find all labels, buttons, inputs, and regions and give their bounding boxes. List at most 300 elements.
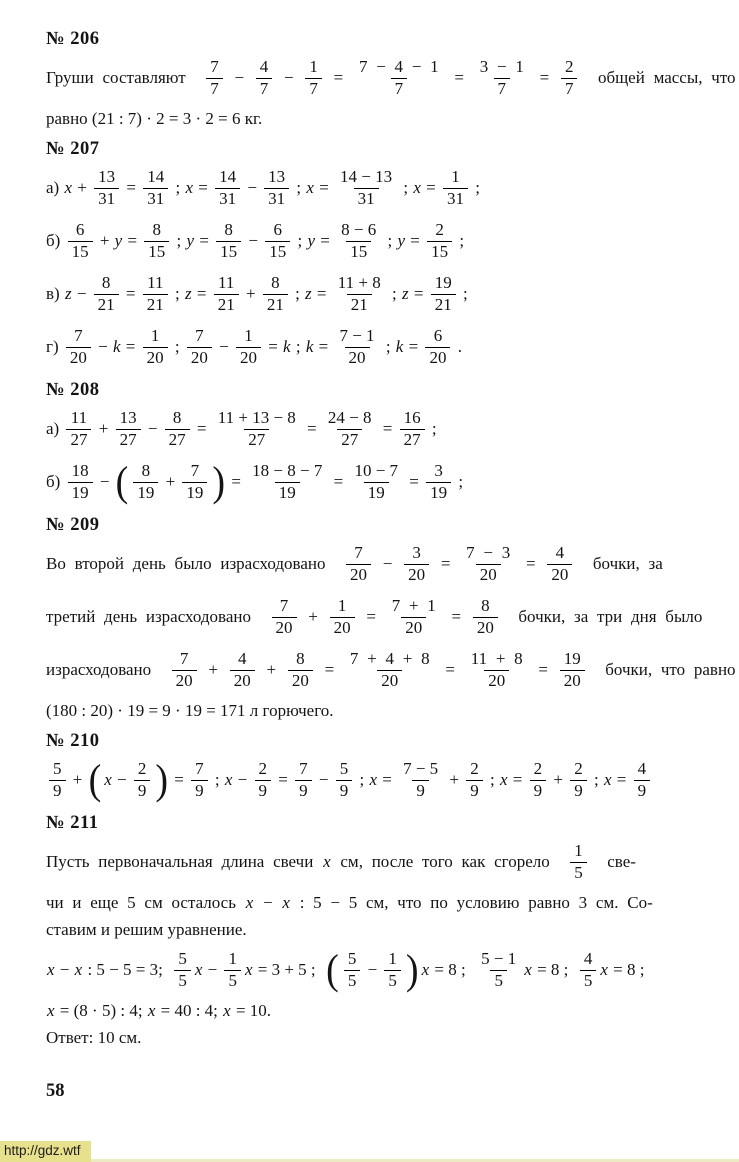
fraction-denominator: 20 xyxy=(288,670,313,691)
text-run: ; xyxy=(387,284,401,303)
variable: x xyxy=(74,960,83,979)
fraction-denominator: 31 xyxy=(143,188,168,209)
text-run: = xyxy=(377,770,397,789)
fraction xyxy=(346,650,434,690)
fraction-denominator: 20 xyxy=(330,617,355,638)
text-run: + xyxy=(68,770,87,789)
text-run: − xyxy=(112,770,131,789)
fraction xyxy=(466,760,483,800)
fraction-numerator: 19 xyxy=(434,272,452,292)
text-run: − xyxy=(143,419,162,438)
variable: x xyxy=(524,960,532,979)
fraction-numerator: 7 xyxy=(354,542,363,562)
text-run: Пусть первоначальная длина свечи xyxy=(46,852,323,871)
text-run: = xyxy=(432,554,460,573)
fraction-denominator: 20 xyxy=(346,564,371,585)
fraction-numerator: 5 xyxy=(339,758,349,778)
fraction-denominator: 9 xyxy=(466,780,483,801)
fraction-denominator: 21 xyxy=(214,294,239,315)
text-run: = xyxy=(406,231,425,250)
fraction-denominator: 5 xyxy=(580,970,597,991)
solution-line xyxy=(46,456,705,508)
text-run: чи и еще 5 см осталось xyxy=(46,892,245,912)
fraction xyxy=(346,544,371,584)
text-run: − xyxy=(72,284,91,303)
text-run: = xyxy=(409,284,428,303)
fraction-numerator: 7 − 3 xyxy=(466,542,511,562)
fraction-numerator: 1 xyxy=(574,840,583,860)
fraction-numerator: 14 − 13 xyxy=(340,166,393,186)
problem-209 xyxy=(46,515,736,724)
text-run: + xyxy=(299,607,327,626)
solution-line xyxy=(46,889,705,916)
fraction-numerator: 11 xyxy=(70,407,88,427)
fraction-denominator: 31 xyxy=(443,188,468,209)
variable: x xyxy=(244,960,253,979)
solution-line xyxy=(46,944,705,996)
text-run: = xyxy=(274,770,293,789)
big-paren: ( xyxy=(115,458,129,506)
variable: k xyxy=(305,337,314,356)
solution-line xyxy=(46,162,705,214)
fraction-numerator: 13 xyxy=(98,166,116,186)
variable: x xyxy=(147,1000,156,1020)
text-run: − xyxy=(275,68,303,87)
fraction xyxy=(431,274,456,314)
text-run: − xyxy=(373,554,402,573)
fraction-denominator: 27 xyxy=(66,429,91,450)
fraction xyxy=(476,58,528,98)
fraction-numerator: 7 xyxy=(74,325,83,345)
text-run: ; xyxy=(355,770,369,789)
variable: x xyxy=(306,178,314,197)
text-run: = xyxy=(192,284,211,303)
variable: x xyxy=(245,892,254,912)
text-run: ставим и решим уравнение. xyxy=(46,919,247,939)
variable: y xyxy=(186,231,195,250)
text-run: ; xyxy=(293,231,307,250)
text-run: в) xyxy=(46,284,64,303)
fraction-numerator: 6 xyxy=(75,219,85,239)
fraction-numerator: 8 − 6 xyxy=(341,219,377,239)
fraction-numerator: 1 xyxy=(244,325,253,345)
fraction xyxy=(272,597,297,637)
fraction-denominator: 20 xyxy=(187,347,212,368)
fraction-denominator: 9 xyxy=(191,780,208,801)
text-run: см, после того как сгорело xyxy=(331,852,568,871)
fraction-denominator: 5 xyxy=(344,970,361,991)
text-run: Груши составляют xyxy=(46,68,204,87)
text-run: − xyxy=(254,892,282,912)
fraction-numerator: 18 − 8 − 7 xyxy=(252,460,323,480)
fraction-denominator: 7 xyxy=(494,78,511,99)
fraction xyxy=(263,274,288,314)
fraction-denominator: 9 xyxy=(530,780,547,801)
text-run: ; xyxy=(383,231,397,250)
fraction-denominator: 9 xyxy=(134,780,151,801)
text-run: . xyxy=(453,337,462,356)
fraction-denominator: 5 xyxy=(174,970,191,991)
text-run: + xyxy=(199,660,227,679)
fraction-denominator: 9 xyxy=(295,780,312,801)
text-run: б) xyxy=(46,231,65,250)
text-run: + xyxy=(241,284,260,303)
fraction-denominator: 20 xyxy=(236,347,261,368)
fraction-numerator: 3 xyxy=(434,460,443,480)
variable: x xyxy=(413,178,421,197)
fraction xyxy=(214,409,300,449)
fraction-denominator: 15 xyxy=(68,241,93,262)
solution-line xyxy=(46,403,705,455)
text-run: = xyxy=(170,770,189,789)
fraction-numerator: 8 xyxy=(141,460,151,480)
fraction-numerator: 7 xyxy=(279,595,289,615)
fraction-denominator: 20 xyxy=(377,670,402,691)
fraction-numerator: 1 xyxy=(309,56,318,76)
fraction xyxy=(66,409,91,449)
problem-number: № 207 xyxy=(46,139,100,159)
fraction xyxy=(264,168,289,208)
fraction xyxy=(560,650,585,690)
fraction xyxy=(265,221,290,261)
fraction-numerator: 2 xyxy=(435,219,444,239)
fraction-numerator: 2 xyxy=(258,758,268,778)
text-run: Во второй день было израсходовано xyxy=(46,554,343,573)
fraction xyxy=(206,58,223,98)
text-run: = xyxy=(529,660,557,679)
variable: x xyxy=(47,1000,55,1020)
fraction-numerator: 24 − 8 xyxy=(327,407,372,427)
fraction-denominator: 19 xyxy=(426,482,451,503)
text-run: = xyxy=(314,337,333,356)
big-paren: ( xyxy=(88,756,102,804)
fraction-denominator: 9 xyxy=(255,780,272,801)
fraction-numerator: 7 xyxy=(190,460,200,480)
text-run: = xyxy=(530,68,558,87)
fraction-denominator: 15 xyxy=(216,241,241,262)
fraction-numerator: 4 xyxy=(259,56,269,76)
problem-207 xyxy=(46,139,705,373)
fraction xyxy=(49,760,66,800)
text-run: ; xyxy=(170,284,184,303)
text-run: ; xyxy=(291,337,305,356)
fraction xyxy=(143,327,168,367)
text-run: + xyxy=(549,770,568,789)
variable: x xyxy=(223,1000,231,1020)
text-run: = 8 ; xyxy=(532,960,577,979)
fraction-numerator: 6 xyxy=(433,325,443,345)
fraction-numerator: 3 xyxy=(412,542,421,562)
fraction-denominator: 7 xyxy=(206,78,223,99)
fraction-denominator: 27 xyxy=(116,429,141,450)
solution-line xyxy=(46,754,705,806)
fraction-denominator: 9 xyxy=(336,780,353,801)
variable: x xyxy=(421,960,430,979)
fraction-numerator: 1 xyxy=(228,948,237,968)
text-run: − xyxy=(95,472,114,491)
text-run: = xyxy=(316,231,335,250)
fraction-denominator: 20 xyxy=(230,670,255,691)
fraction-denominator: 20 xyxy=(143,347,168,368)
text-run: = xyxy=(324,68,352,87)
fraction-denominator: 9 xyxy=(412,780,429,801)
fraction-denominator: 15 xyxy=(346,241,371,262)
fraction xyxy=(388,597,440,637)
text-run: ; xyxy=(427,419,437,438)
fraction-denominator: 9 xyxy=(49,780,66,801)
fraction-numerator: 1 xyxy=(388,948,397,968)
text-run: ; xyxy=(172,231,186,250)
text-run: све- xyxy=(589,852,636,871)
fraction-denominator: 20 xyxy=(345,347,370,368)
variable: x xyxy=(185,178,193,197)
text-run: ; xyxy=(399,178,413,197)
fraction-numerator: 7 xyxy=(195,325,204,345)
text-run: = 10. xyxy=(231,1000,272,1020)
text-run: = xyxy=(121,284,140,303)
fraction-denominator: 5 xyxy=(384,970,401,991)
variable: y xyxy=(307,231,316,250)
text-run: = 40 : 4; xyxy=(156,1000,223,1020)
text-run: третий день израсходовано xyxy=(46,607,269,626)
page-number: 58 xyxy=(46,1081,65,1101)
fraction-numerator: 8 xyxy=(296,648,305,668)
text-run: а) xyxy=(46,419,64,438)
fraction-denominator: 20 xyxy=(272,617,297,638)
fraction xyxy=(324,409,376,449)
text-run: (180 : 20) · 19 = 9 · 19 = 171 л горючего. xyxy=(46,700,334,720)
text-run: б) xyxy=(46,472,65,491)
text-run: : 5 − 5 см, что по условию равно 3 см. Со- xyxy=(290,892,653,912)
fraction-denominator: 7 xyxy=(561,78,578,99)
text-run: ; xyxy=(471,178,480,197)
fraction-numerator: 10 − 7 xyxy=(354,460,399,480)
fraction xyxy=(570,842,587,882)
fraction xyxy=(172,650,197,690)
fraction xyxy=(400,409,425,449)
problem-number: № 211 xyxy=(46,813,99,833)
fraction-numerator: 7 xyxy=(210,56,219,76)
fraction xyxy=(134,760,151,800)
fraction-numerator: 4 xyxy=(237,648,247,668)
text-run: = xyxy=(123,231,142,250)
fraction xyxy=(399,760,442,800)
solution-line xyxy=(46,697,705,724)
fraction-denominator: 7 xyxy=(391,78,408,99)
solution-line xyxy=(46,321,705,373)
fraction xyxy=(68,221,93,261)
text-run: = xyxy=(329,472,348,491)
fraction-numerator: 13 xyxy=(119,407,137,427)
text-run: = xyxy=(121,337,140,356)
watermark-link[interactable]: http://gdz.wtf xyxy=(0,1141,91,1162)
fraction xyxy=(334,274,385,314)
fraction-denominator: 31 xyxy=(264,188,289,209)
text-run: бочки, за три дня было xyxy=(500,607,703,626)
fraction xyxy=(255,760,272,800)
fraction xyxy=(248,462,326,502)
solution-line xyxy=(46,268,705,320)
fraction-denominator: 19 xyxy=(133,482,158,503)
fraction-denominator: 20 xyxy=(425,347,450,368)
problem-number: № 210 xyxy=(46,731,100,751)
text-run: : 5 − 5 = 3; xyxy=(83,960,172,979)
text-run: + xyxy=(257,660,285,679)
text-run: = xyxy=(357,607,385,626)
fraction xyxy=(404,544,429,584)
text-run: = 8 ; xyxy=(430,960,475,979)
variable: x xyxy=(194,960,203,979)
fraction-numerator: 7 − 5 xyxy=(403,758,439,778)
text-run: ; xyxy=(485,770,499,789)
text-run: общей массы, что xyxy=(580,68,736,87)
solution-line xyxy=(46,997,705,1024)
variable: z xyxy=(185,284,192,303)
text-run: = xyxy=(436,660,464,679)
variable: z xyxy=(305,284,312,303)
text-run: = xyxy=(378,419,397,438)
fraction xyxy=(94,274,119,314)
fraction xyxy=(68,462,93,502)
fraction-numerator: 8 xyxy=(172,407,182,427)
text-run: равно (21 : 7) · 2 = 3 · 2 = 6 кг. xyxy=(46,108,263,128)
text-run: = xyxy=(404,337,423,356)
fraction-numerator: 4 xyxy=(555,542,565,562)
fraction-numerator: 7 + 1 xyxy=(391,595,436,615)
fraction xyxy=(174,950,191,990)
fraction xyxy=(191,760,208,800)
fraction-numerator: 4 xyxy=(583,948,593,968)
fraction-denominator: 19 xyxy=(364,482,389,503)
solution-line xyxy=(46,644,736,696)
fraction xyxy=(256,58,273,98)
text-run: ; xyxy=(210,770,224,789)
fraction xyxy=(426,462,451,502)
problem-208 xyxy=(46,380,705,508)
fraction xyxy=(634,760,651,800)
text-run: = (8 · 5) : 4; xyxy=(55,1000,147,1020)
fraction-denominator: 5 xyxy=(570,862,587,883)
variable: x xyxy=(323,852,331,871)
fraction-denominator: 20 xyxy=(66,347,91,368)
problem-210 xyxy=(46,731,705,806)
fraction-denominator: 21 xyxy=(431,294,456,315)
text-run: ; xyxy=(292,178,306,197)
fraction xyxy=(133,462,158,502)
fraction-numerator: 11 xyxy=(218,272,235,292)
text-run: ; xyxy=(290,284,305,303)
fraction xyxy=(425,327,450,367)
fraction-denominator: 21 xyxy=(263,294,288,315)
fraction xyxy=(187,327,212,367)
fraction xyxy=(477,950,520,990)
big-paren: ) xyxy=(405,946,419,994)
variable: z xyxy=(401,284,409,303)
text-run: = xyxy=(314,178,334,197)
fraction-denominator: 7 xyxy=(305,78,322,99)
text-run: а) xyxy=(46,178,64,197)
fraction xyxy=(224,950,241,990)
fraction-numerator: 2 xyxy=(574,758,583,778)
fraction-numerator: 1 xyxy=(150,325,160,345)
fraction-numerator: 16 xyxy=(403,407,421,427)
solution-line xyxy=(46,916,705,943)
fraction-denominator: 20 xyxy=(484,670,509,691)
fraction-denominator: 20 xyxy=(473,617,498,638)
fraction-denominator: 31 xyxy=(354,188,379,209)
text-run: − xyxy=(314,770,333,789)
fraction-numerator: 11 + 13 − 8 xyxy=(217,407,296,427)
variable: x xyxy=(282,892,290,912)
fraction-denominator: 31 xyxy=(94,188,119,209)
text-run: = xyxy=(263,337,283,356)
text-run: бочки, за xyxy=(575,554,663,573)
fraction-denominator: 15 xyxy=(427,241,452,262)
variable: y xyxy=(397,231,406,250)
variable: k xyxy=(283,337,291,356)
fraction-denominator: 5 xyxy=(490,970,507,991)
problems xyxy=(46,29,736,1051)
text-run: ; xyxy=(455,231,465,250)
variable: x xyxy=(224,770,233,789)
fraction-denominator: 21 xyxy=(94,294,119,315)
text-run: + xyxy=(95,231,114,250)
fraction-numerator: 11 + 8 xyxy=(337,272,381,292)
fraction-denominator: 15 xyxy=(265,241,290,262)
fraction-numerator: 5 xyxy=(53,758,62,778)
fraction-denominator: 19 xyxy=(275,482,300,503)
problem-206 xyxy=(46,29,736,132)
text-run: израсходовано xyxy=(46,660,169,679)
text-run: = xyxy=(195,231,214,250)
text-run: ; xyxy=(381,337,395,356)
fraction-numerator: 6 xyxy=(273,219,283,239)
text-run: = xyxy=(508,770,527,789)
fraction-denominator: 20 xyxy=(476,564,501,585)
fraction xyxy=(288,650,313,690)
text-run: − xyxy=(55,960,74,979)
fraction-numerator: 2 xyxy=(564,56,574,76)
fraction-numerator: 1 xyxy=(337,595,347,615)
fraction-numerator: 11 + 8 xyxy=(470,648,523,668)
fraction-numerator: 7 − 1 xyxy=(339,325,375,345)
text-run: = xyxy=(445,68,473,87)
text-run: = 8 ; xyxy=(608,960,645,979)
variable: x xyxy=(47,960,55,979)
fraction xyxy=(236,327,261,367)
fraction xyxy=(384,950,401,990)
fraction xyxy=(165,409,190,449)
fraction xyxy=(336,168,396,208)
fraction xyxy=(547,544,572,584)
fraction-denominator: 27 xyxy=(400,429,425,450)
solution-line xyxy=(46,52,736,104)
problem-211 xyxy=(46,813,705,1051)
fraction-denominator: 5 xyxy=(224,970,241,991)
text-run: = xyxy=(227,472,246,491)
fraction-denominator: 20 xyxy=(401,617,426,638)
fraction-numerator: 14 xyxy=(147,166,165,186)
fraction-numerator: 8 xyxy=(271,272,280,292)
text-run: ; xyxy=(454,472,464,491)
fraction-denominator: 31 xyxy=(215,188,240,209)
fraction-numerator: 5 xyxy=(347,948,357,968)
fraction-numerator: 11 xyxy=(147,272,164,292)
text-run: + xyxy=(73,178,92,197)
fraction-denominator: 7 xyxy=(256,78,273,99)
fraction-denominator: 9 xyxy=(570,780,587,801)
variable: z xyxy=(64,284,72,303)
